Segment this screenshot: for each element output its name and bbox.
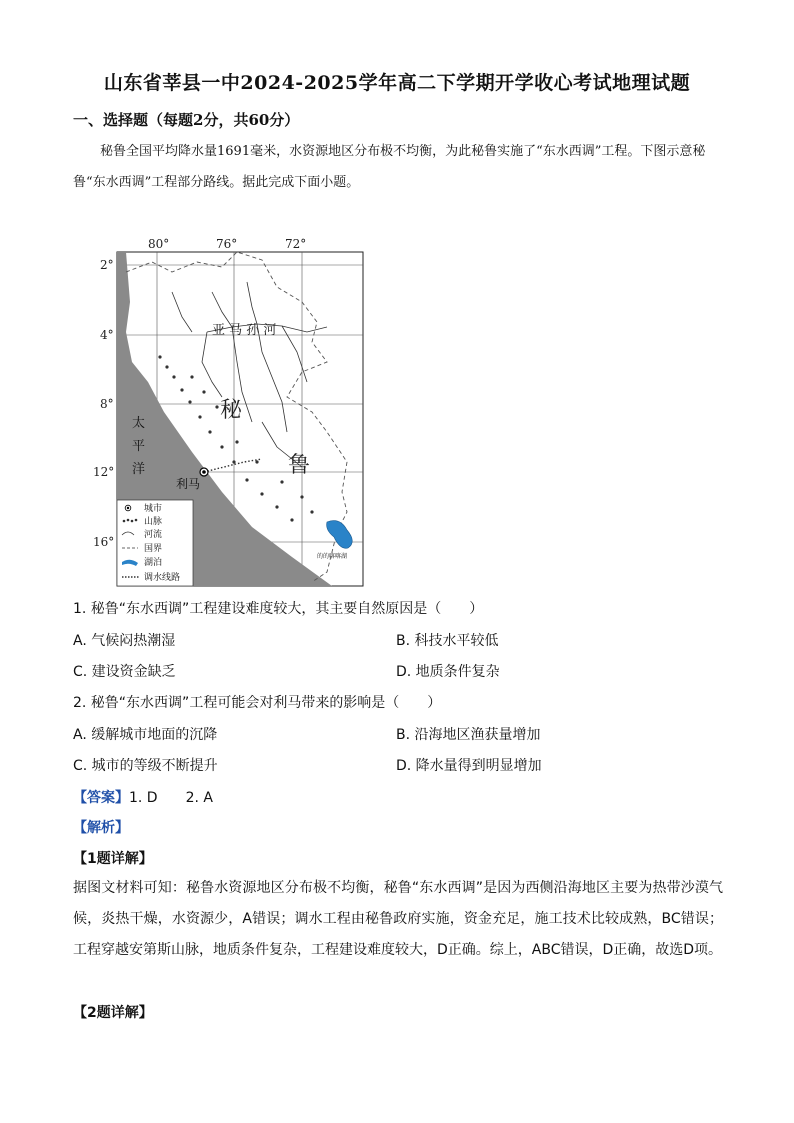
q2-option-d: D. 降水量得到明显增加	[396, 758, 542, 774]
lat-label-2: 2°	[100, 258, 114, 272]
q2-option-c: C. 城市的等级不断提升	[73, 758, 218, 774]
lon-label-80: 80°	[148, 237, 170, 251]
ocean-label-2: 平	[132, 439, 146, 454]
lake-label: 的的喀喀湖	[317, 553, 348, 560]
q2-option-b: B. 沿海地区渔获量增加	[396, 727, 541, 743]
detail-1-text: 据图文材料可知：秘鲁水资源地区分布极不均衡，秘鲁“东水西调”是因为西侧沿海地区主要为热带沙漠气候，炎热干燥，水资源少，A错误；调水工程由秘鲁政府实施，资金充足，施工技术比较成熟，BC错误；工程穿越安第斯山脉，地质条件复杂，工程建设难度较大，D正确。综上，ABC错误，D正确，故选D项。	[73, 880, 723, 958]
legend-city: 城市	[144, 504, 163, 514]
lima-label: 利马	[176, 477, 201, 491]
section-heading: 一、选择题（每题2分，共60分）	[73, 111, 300, 129]
q1-option-d: D. 地质条件复杂	[396, 664, 500, 680]
lon-label-76: 76°	[216, 237, 238, 251]
legend-mountain: 山脉	[144, 517, 163, 527]
country-label-char2: 鲁	[288, 453, 311, 478]
legend-river: 河流	[144, 530, 163, 540]
ocean-label-3: 洋	[132, 462, 146, 477]
lat-label-16: 16°	[93, 535, 115, 549]
amazon-river-label: 亚 马 孙 河	[212, 323, 277, 338]
question-2: 2. 秘鲁“东水西调”工程可能会对利马带来的影响是（ ）	[73, 695, 442, 711]
answer-line	[73, 787, 213, 807]
ocean-label-1: 太	[132, 416, 146, 431]
q2-option-a: A. 缓解城市地面的沉降	[73, 727, 218, 743]
detail-1-title: 【1题详解】	[73, 851, 153, 867]
country-label-char1: 秘	[220, 398, 243, 423]
q1-option-a: A. 气候闷热潮湿	[73, 633, 176, 649]
q1-option-b: B. 科技水平较低	[396, 633, 499, 649]
lon-label-72: 72°	[285, 237, 307, 251]
map-legend	[117, 500, 193, 586]
lat-label-8: 8°	[100, 397, 114, 411]
legend-lake: 湖泊	[144, 558, 163, 568]
q1-option-c: C. 建设资金缺乏	[73, 664, 176, 680]
answer-tag: 【答案】	[73, 790, 129, 806]
question-1: 1. 秘鲁“东水西调”工程建设难度较大，其主要自然原因是（ ）	[73, 601, 484, 617]
legend-border: 国界	[144, 544, 163, 554]
answer-text: 1. D 2. A	[129, 790, 213, 806]
detail-2-title: 【2题详解】	[73, 1005, 153, 1021]
page-title: 山东省莘县一中2024-2025学年高二下学期开学收心考试地理试题	[103, 72, 691, 94]
question-stem: 秘鲁全国平均降水量1691毫米，水资源地区分布极不均衡，为此秘鲁实施了“东水西调”工程。下图示意秘鲁“东水西调”工程部分路线。据此完成下面小题。	[73, 144, 706, 190]
peru-water-transfer-map	[93, 232, 368, 588]
analysis-tag: 【解析】	[73, 820, 129, 836]
legend-route: 调水线路	[144, 573, 181, 583]
lat-label-12: 12°	[93, 465, 115, 479]
lat-label-4: 4°	[100, 328, 114, 342]
